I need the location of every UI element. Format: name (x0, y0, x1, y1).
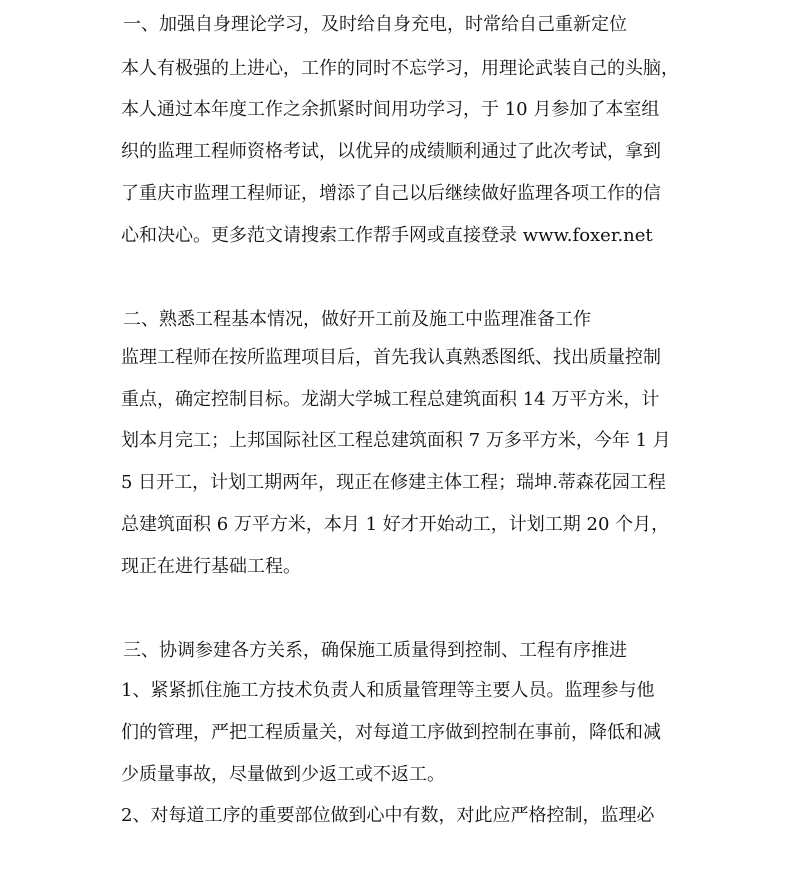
section1-line: 本人通过本年度工作之余抓紧时间用功学习，于 10 月参加了本室组 (121, 99, 660, 120)
section1-line: 织的监理工程师资格考试，以优异的成绩顺利通过了此次考试，拿到 (121, 141, 661, 162)
section3-heading: 三、协调参建各方关系，确保施工质量得到控制、工程有序推进 (123, 640, 627, 661)
section3-line: 2、对每道工序的重要部位做到心中有数，对此应严格控制，监理必 (121, 805, 655, 826)
section3-line: 1、紧紧抓住施工方技术负责人和质量管理等主要人员。监理参与他 (121, 680, 655, 701)
section1-line: 心和决心。更多范文请搜索工作帮手网或直接登录 www.foxer.net (121, 225, 653, 246)
section3-line: 们的管理，严把工程质量关，对每道工序做到控制在事前，降低和减 (121, 722, 661, 743)
section2-line: 现正在进行基础工程。 (121, 556, 301, 577)
section3-line: 少质量事故，尽量做到少返工或不返工。 (121, 764, 445, 785)
section2-heading: 二、熟悉工程基本情况，做好开工前及施工中监理准备工作 (123, 309, 591, 330)
section2-line: 总建筑面积 6 万平方米，本月 1 好才开始动工，计划工期 20 个月， (121, 514, 670, 535)
section2-line: 划本月完工；上邦国际社区工程总建筑面积 7 万多平方米，今年 1 月 (121, 430, 671, 451)
section1-heading: 一、加强自身理论学习，及时给自身充电，时常给自己重新定位 (123, 14, 627, 35)
section1-line: 了重庆市监理工程师证，增添了自己以后继续做好监理各项工作的信 (121, 183, 661, 204)
section1-line: 本人有极强的上进心，工作的同时不忘学习，用理论武装自己的头脑， (121, 58, 679, 79)
section2-line: 5 日开工，计划工期两年，现正在修建主体工程；瑞坤.蒂森花园工程 (121, 472, 666, 493)
section2-line: 监理工程师在按所监理项目后，首先我认真熟悉图纸、找出质量控制 (121, 347, 661, 368)
section2-line: 重点，确定控制目标。龙湖大学城工程总建筑面积 14 万平方米，计 (121, 389, 660, 410)
